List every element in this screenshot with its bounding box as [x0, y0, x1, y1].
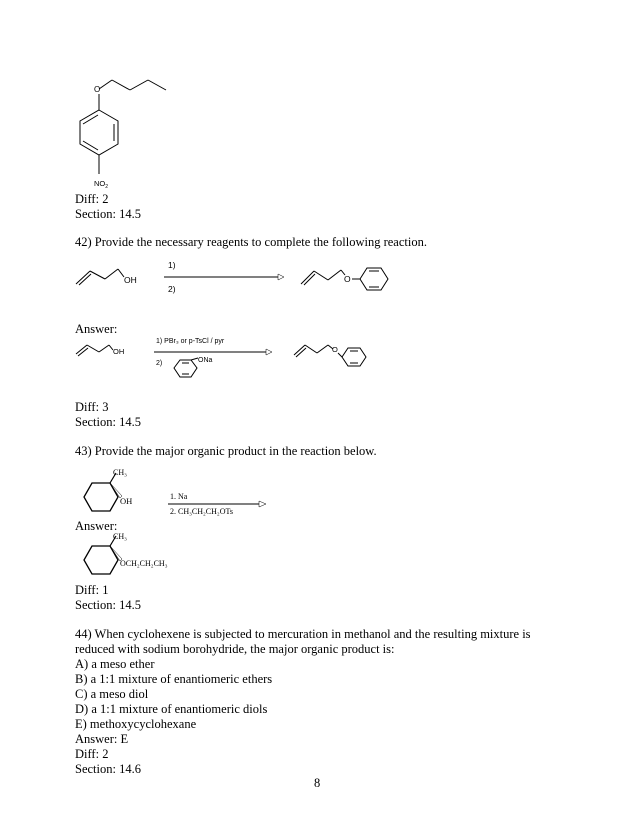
q42-answer-scheme	[70, 332, 390, 387]
oxygen-label: O	[94, 85, 101, 94]
q43-answer-label: Answer:	[75, 519, 118, 533]
q42-o-label: O	[344, 274, 351, 284]
q43-question: 43) Provide the major organic product in the reaction below.	[75, 444, 377, 458]
q44-question-line-2: reduced with sodium borohydride, the major organic product is:	[75, 642, 395, 656]
q42-step1: 1)	[168, 260, 176, 270]
q43-ch3-label: CH₃	[113, 468, 127, 477]
q44-option-d: D) a 1:1 mixture of enantiomeric diols	[75, 702, 268, 716]
q44-option-a: A) a meso ether	[75, 657, 155, 671]
q43-answer-ether-group: OCH₂CH₂CH₃	[120, 559, 168, 568]
q42-section: Section: 14.5	[75, 415, 141, 429]
q42-answer-oh: OH	[113, 347, 125, 356]
q44-option-b: B) a 1:1 mixture of enantiomeric ethers	[75, 672, 273, 686]
q41-diff: Diff: 2	[75, 192, 109, 206]
nitrophenyl-propyl-ether-structure	[60, 70, 190, 190]
page-number: 8	[314, 776, 321, 790]
q42-reaction-scheme	[70, 255, 400, 305]
svg-text:NO2	[94, 179, 108, 190]
q42-oh-label: OH	[124, 275, 137, 285]
nitro-label: NO	[94, 179, 106, 188]
q44-answer: Answer: E	[75, 732, 129, 746]
q43-reaction-scheme	[72, 466, 282, 524]
q42-step2: 2)	[168, 284, 176, 294]
q42-answer-step2: 2)	[156, 360, 163, 367]
q43-section: Section: 14.5	[75, 598, 141, 612]
q44-question-line-1: 44) When cyclohexene is subjected to mercuration in methanol and the resulting mixture is	[75, 627, 531, 641]
q42-answer-ona: ONa	[198, 357, 213, 364]
q43-reagent-2: 2. CH₃CH₂CH₂OTs	[170, 507, 233, 516]
q42-diff: Diff: 3	[75, 400, 109, 414]
q43-oh-label: OH	[120, 496, 133, 506]
q44-option-e: E) methoxycyclohexane	[75, 717, 197, 731]
q44-section: Section: 14.6	[75, 762, 141, 776]
q43-diff: Diff: 1	[75, 583, 109, 597]
q43-answer-ch3: CH₃	[113, 532, 127, 541]
q42-answer-o: O	[332, 345, 338, 354]
q43-reagent-1: 1. Na	[170, 492, 188, 501]
q43-answer-structure	[72, 530, 202, 582]
q44-option-c: C) a meso diol	[75, 687, 149, 701]
q42-answer-label: Answer:	[75, 322, 118, 336]
nitro-subscript: 2	[105, 184, 109, 190]
q44-diff: Diff: 2	[75, 747, 109, 761]
q41-section: Section: 14.5	[75, 207, 141, 221]
q42-answer-step1: 1) PBr₃ or p-TsCl / pyr	[156, 338, 225, 345]
q42-question: 42) Provide the necessary reagents to complete the following reaction.	[75, 235, 427, 249]
